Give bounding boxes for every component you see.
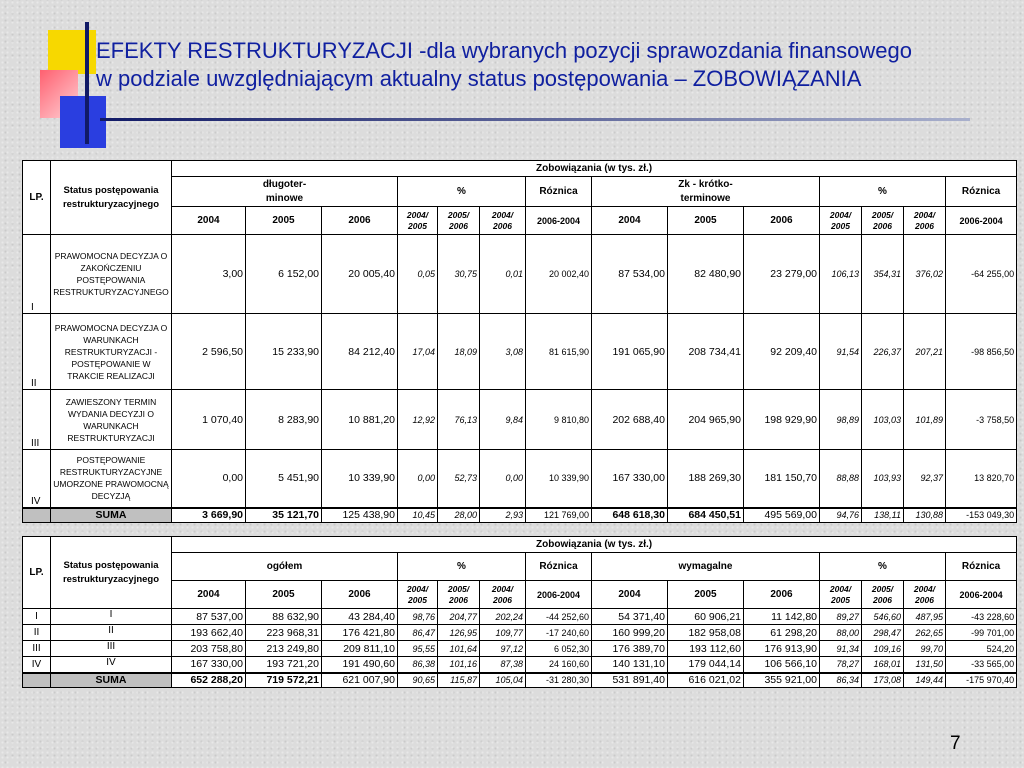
row-status: IV: [51, 657, 172, 673]
pct-04-05: 98,76: [398, 609, 438, 625]
pct-05-06: 30,75: [438, 235, 480, 314]
sum-pct-04-05: 10,45: [398, 508, 438, 523]
val-2006: 10 339,90: [322, 450, 398, 508]
val-2006: 191 490,60: [322, 657, 398, 673]
pct-05-06: 101,64: [438, 641, 480, 657]
row-status: I: [51, 609, 172, 625]
pct-header: %: [398, 553, 526, 581]
ratio-header: 2005/ 2006: [438, 581, 480, 609]
row-status: ZAWIESZONY TERMIN WYDANIA DECYZJI O WARUNKACH RESTRUKTURYZACJI: [51, 390, 172, 450]
table-row: [23, 641, 1017, 657]
sum-pct-05-06: 138,11: [862, 508, 904, 523]
ratio-header: 2004/ 2006: [904, 581, 946, 609]
val-2005: 88 632,90: [246, 609, 322, 625]
pct-04-05: 86,38: [398, 657, 438, 673]
row-status: II: [51, 625, 172, 641]
pct-04-06: 202,24: [480, 609, 526, 625]
year-header: 2006: [744, 207, 820, 235]
pct-05-06: 226,37: [862, 314, 904, 390]
pct-05-06: 298,47: [862, 625, 904, 641]
val-2005: 15 233,90: [246, 314, 322, 390]
diff-06-04: -43 228,60: [946, 609, 1017, 625]
val-2004: 3,00: [172, 235, 246, 314]
sum-pct-04-05: 90,65: [398, 673, 438, 688]
ratio-header: 2004/ 2006: [480, 207, 526, 235]
diff-06-04: 24 160,60: [526, 657, 592, 673]
pct-04-05: 0,05: [398, 235, 438, 314]
row-lp: IV: [23, 657, 51, 673]
val-2005: 179 044,14: [668, 657, 744, 673]
val-2005: 208 734,41: [668, 314, 744, 390]
diff-period-header: 2006-2004: [946, 207, 1017, 235]
val-2006: 176 421,80: [322, 625, 398, 641]
pct-04-06: 101,89: [904, 390, 946, 450]
sum-val-2004: 531 891,40: [592, 673, 668, 688]
val-2004: 140 131,10: [592, 657, 668, 673]
val-2004: 54 371,40: [592, 609, 668, 625]
sum-val-2004: 3 669,90: [172, 508, 246, 523]
year-header: 2006: [744, 581, 820, 609]
val-2005: 82 480,90: [668, 235, 744, 314]
table-row: [23, 314, 1017, 390]
pct-05-06: 76,13: [438, 390, 480, 450]
pct-04-05: 86,47: [398, 625, 438, 641]
pct-05-06: 168,01: [862, 657, 904, 673]
pct-04-05: 12,92: [398, 390, 438, 450]
pct-04-06: 97,12: [480, 641, 526, 657]
year-header: 2006: [322, 207, 398, 235]
sum-diff-06-04: -153 049,30: [946, 508, 1017, 523]
pct-05-06: 109,16: [862, 641, 904, 657]
val-2005: 182 958,08: [668, 625, 744, 641]
sum-lp: [23, 673, 51, 688]
ratio-header: 2004/ 2006: [904, 207, 946, 235]
val-2006: 181 150,70: [744, 450, 820, 508]
diff-06-04: 20 002,40: [526, 235, 592, 314]
sum-val-2005: 616 021,02: [668, 673, 744, 688]
ratio-header: 2004/ 2006: [480, 581, 526, 609]
pct-04-05: 88,00: [820, 625, 862, 641]
logo-vertical-line: [85, 22, 89, 144]
val-2005: 8 283,90: [246, 390, 322, 450]
pct-04-06: 9,84: [480, 390, 526, 450]
sum-pct-04-05: 94,76: [820, 508, 862, 523]
pct-04-06: 207,21: [904, 314, 946, 390]
val-2005: 204 965,90: [668, 390, 744, 450]
pct-04-06: 0,00: [480, 450, 526, 508]
sum-pct-05-06: 28,00: [438, 508, 480, 523]
due-header: wymagalne: [592, 553, 820, 581]
pct-05-06: 204,77: [438, 609, 480, 625]
row-lp: II: [23, 314, 51, 390]
sum-pct-04-06: 2,93: [480, 508, 526, 523]
diff-06-04: -99 701,00: [946, 625, 1017, 641]
sum-val-2006: 125 438,90: [322, 508, 398, 523]
pct-04-06: 3,08: [480, 314, 526, 390]
pct-05-06: 126,95: [438, 625, 480, 641]
title-underline: [100, 118, 970, 121]
diff-header: Róznica: [526, 177, 592, 207]
pct-05-06: 52,73: [438, 450, 480, 508]
sum-val-2004: 648 618,30: [592, 508, 668, 523]
sum-label: SUMA: [51, 508, 172, 523]
year-header: 2005: [668, 207, 744, 235]
ratio-header: 2004/ 2005: [398, 207, 438, 235]
val-2004: 0,00: [172, 450, 246, 508]
diff-header: Róznica: [946, 553, 1017, 581]
row-status: PRAWOMOCNA DECYZJA O ZAKOŃCZENIU POSTĘPOWANIA RESTRUKTURYZACYJNEGO: [51, 235, 172, 314]
pct-04-05: 91,34: [820, 641, 862, 657]
val-2004: 167 330,00: [592, 450, 668, 508]
group-header: Zobowiązania (w tys. zł.): [172, 161, 1017, 177]
val-2005: 193 112,60: [668, 641, 744, 657]
diff-06-04: 9 810,80: [526, 390, 592, 450]
val-2006: 84 212,40: [322, 314, 398, 390]
diff-06-04: 6 052,30: [526, 641, 592, 657]
val-2005: 5 451,90: [246, 450, 322, 508]
diff-06-04: -17 240,60: [526, 625, 592, 641]
title-line-1: EFEKTY RESTRUKTURYZACJI -dla wybranych pozycji sprawozdania finansowego: [96, 38, 912, 63]
val-2006: 106 566,10: [744, 657, 820, 673]
diff-06-04: -98 856,50: [946, 314, 1017, 390]
row-lp: III: [23, 390, 51, 450]
year-header: 2004: [172, 207, 246, 235]
table-row: [23, 609, 1017, 625]
val-2004: 87 534,00: [592, 235, 668, 314]
pct-05-06: 18,09: [438, 314, 480, 390]
sum-pct-04-06: 105,04: [480, 673, 526, 688]
val-2005: 223 968,31: [246, 625, 322, 641]
diff-period-header: 2006-2004: [526, 207, 592, 235]
status-header: Status postępowania restrukturyzacyjnego: [51, 161, 172, 235]
pct-header: %: [398, 177, 526, 207]
pct-04-06: 0,01: [480, 235, 526, 314]
page-number: 7: [950, 733, 961, 754]
pct-04-06: 109,77: [480, 625, 526, 641]
val-2005: 193 721,20: [246, 657, 322, 673]
diff-06-04: -44 252,60: [526, 609, 592, 625]
sum-val-2005: 684 450,51: [668, 508, 744, 523]
sum-diff-06-04: -175 970,40: [946, 673, 1017, 688]
pct-04-05: 0,00: [398, 450, 438, 508]
sum-row: [23, 673, 1017, 688]
pct-04-06: 376,02: [904, 235, 946, 314]
val-2006: 198 929,90: [744, 390, 820, 450]
pct-04-05: 95,55: [398, 641, 438, 657]
ratio-header: 2005/ 2006: [438, 207, 480, 235]
diff-header: Róznica: [526, 553, 592, 581]
year-header: 2006: [322, 581, 398, 609]
val-2004: 176 389,70: [592, 641, 668, 657]
val-2004: 1 070,40: [172, 390, 246, 450]
pct-05-06: 546,60: [862, 609, 904, 625]
pct-04-05: 106,13: [820, 235, 862, 314]
diff-06-04: 81 615,90: [526, 314, 592, 390]
pct-header: %: [820, 177, 946, 207]
pct-05-06: 103,93: [862, 450, 904, 508]
status-header: Status postępowania restrukturyzacyjnego: [51, 537, 172, 609]
val-2006: 92 209,40: [744, 314, 820, 390]
val-2004: 87 537,00: [172, 609, 246, 625]
val-2004: 2 596,50: [172, 314, 246, 390]
ratio-header: 2004/ 2005: [820, 581, 862, 609]
year-header: 2004: [592, 207, 668, 235]
diff-06-04: -33 565,00: [946, 657, 1017, 673]
row-lp: IV: [23, 450, 51, 508]
ratio-header: 2005/ 2006: [862, 207, 904, 235]
sum-row: [23, 508, 1017, 523]
diff-header: Róznica: [946, 177, 1017, 207]
table-row: [23, 390, 1017, 450]
row-lp: III: [23, 641, 51, 657]
pct-04-06: 87,38: [480, 657, 526, 673]
pct-05-06: 101,16: [438, 657, 480, 673]
lp-header: LP.: [23, 537, 51, 609]
val-2004: 191 065,90: [592, 314, 668, 390]
liabilities-total-due-table: [22, 536, 1017, 688]
liabilities-long-short-table: [22, 160, 1017, 523]
sum-val-2004: 652 288,20: [172, 673, 246, 688]
val-2004: 193 662,40: [172, 625, 246, 641]
diff-period-header: 2006-2004: [526, 581, 592, 609]
pct-04-06: 99,70: [904, 641, 946, 657]
year-header: 2005: [668, 581, 744, 609]
val-2006: 209 811,10: [322, 641, 398, 657]
row-lp: I: [23, 235, 51, 314]
sum-val-2006: 621 007,90: [322, 673, 398, 688]
val-2004: 160 999,20: [592, 625, 668, 641]
val-2006: 11 142,80: [744, 609, 820, 625]
table-row: [23, 235, 1017, 314]
sum-pct-04-05: 86,34: [820, 673, 862, 688]
val-2004: 203 758,80: [172, 641, 246, 657]
pct-05-06: 354,31: [862, 235, 904, 314]
row-lp: II: [23, 625, 51, 641]
sum-pct-05-06: 115,87: [438, 673, 480, 688]
total-header: ogółem: [172, 553, 398, 581]
year-header: 2004: [592, 581, 668, 609]
ratio-header: 2004/ 2005: [820, 207, 862, 235]
row-status: III: [51, 641, 172, 657]
table-row: [23, 625, 1017, 641]
val-2005: 6 152,00: [246, 235, 322, 314]
sum-lp: [23, 508, 51, 523]
year-header: 2004: [172, 581, 246, 609]
val-2005: 213 249,80: [246, 641, 322, 657]
val-2006: 23 279,00: [744, 235, 820, 314]
val-2004: 202 688,40: [592, 390, 668, 450]
pct-04-05: 91,54: [820, 314, 862, 390]
ratio-header: 2005/ 2006: [862, 581, 904, 609]
pct-04-05: 78,27: [820, 657, 862, 673]
slide-title: [96, 37, 1011, 93]
row-status: POSTĘPOWANIE RESTRUKTURYZACYJNE UMORZONE PRAWOMOCNĄ DECYZJĄ: [51, 450, 172, 508]
val-2006: 10 881,20: [322, 390, 398, 450]
val-2006: 43 284,40: [322, 609, 398, 625]
logo-blue-square: [60, 96, 106, 148]
sum-pct-04-06: 149,44: [904, 673, 946, 688]
diff-06-04: -3 758,50: [946, 390, 1017, 450]
sum-diff-06-04: -31 280,30: [526, 673, 592, 688]
sum-label: SUMA: [51, 673, 172, 688]
sum-val-2005: 719 572,21: [246, 673, 322, 688]
group-header: Zobowiązania (w tys. zł.): [172, 537, 1017, 553]
val-2005: 188 269,30: [668, 450, 744, 508]
pct-04-05: 17,04: [398, 314, 438, 390]
sum-val-2006: 495 569,00: [744, 508, 820, 523]
pct-04-06: 487,95: [904, 609, 946, 625]
row-status: PRAWOMOCNA DECYZJA O WARUNKACH RESTRUKTURYZACJI - POSTĘPOWANIE W TRAKCIE REALIZACJI: [51, 314, 172, 390]
diff-06-04: 10 339,90: [526, 450, 592, 508]
lp-header: LP.: [23, 161, 51, 235]
sum-diff-06-04: 121 769,00: [526, 508, 592, 523]
pct-04-05: 98,89: [820, 390, 862, 450]
pct-header: %: [820, 553, 946, 581]
diff-06-04: -64 255,00: [946, 235, 1017, 314]
table-row: [23, 657, 1017, 673]
long-term-header: długoter- minowe: [172, 177, 398, 207]
title-line-2: w podziale uwzględniającym aktualny status postępowania – ZOBOWIĄZANIA: [96, 66, 862, 91]
pct-05-06: 103,03: [862, 390, 904, 450]
val-2006: 176 913,90: [744, 641, 820, 657]
diff-period-header: 2006-2004: [946, 581, 1017, 609]
sum-pct-04-06: 130,88: [904, 508, 946, 523]
diff-06-04: 13 820,70: [946, 450, 1017, 508]
row-lp: I: [23, 609, 51, 625]
pct-04-06: 131,50: [904, 657, 946, 673]
pct-04-06: 92,37: [904, 450, 946, 508]
pct-04-05: 89,27: [820, 609, 862, 625]
sum-pct-05-06: 173,08: [862, 673, 904, 688]
short-term-header: Zk - krótko- terminowe: [592, 177, 820, 207]
table-row: [23, 450, 1017, 508]
diff-06-04: 524,20: [946, 641, 1017, 657]
val-2004: 167 330,00: [172, 657, 246, 673]
ratio-header: 2004/ 2005: [398, 581, 438, 609]
sum-val-2006: 355 921,00: [744, 673, 820, 688]
sum-val-2005: 35 121,70: [246, 508, 322, 523]
pct-04-05: 88,88: [820, 450, 862, 508]
year-header: 2005: [246, 207, 322, 235]
val-2006: 61 298,20: [744, 625, 820, 641]
val-2005: 60 906,21: [668, 609, 744, 625]
val-2006: 20 005,40: [322, 235, 398, 314]
year-header: 2005: [246, 581, 322, 609]
pct-04-06: 262,65: [904, 625, 946, 641]
